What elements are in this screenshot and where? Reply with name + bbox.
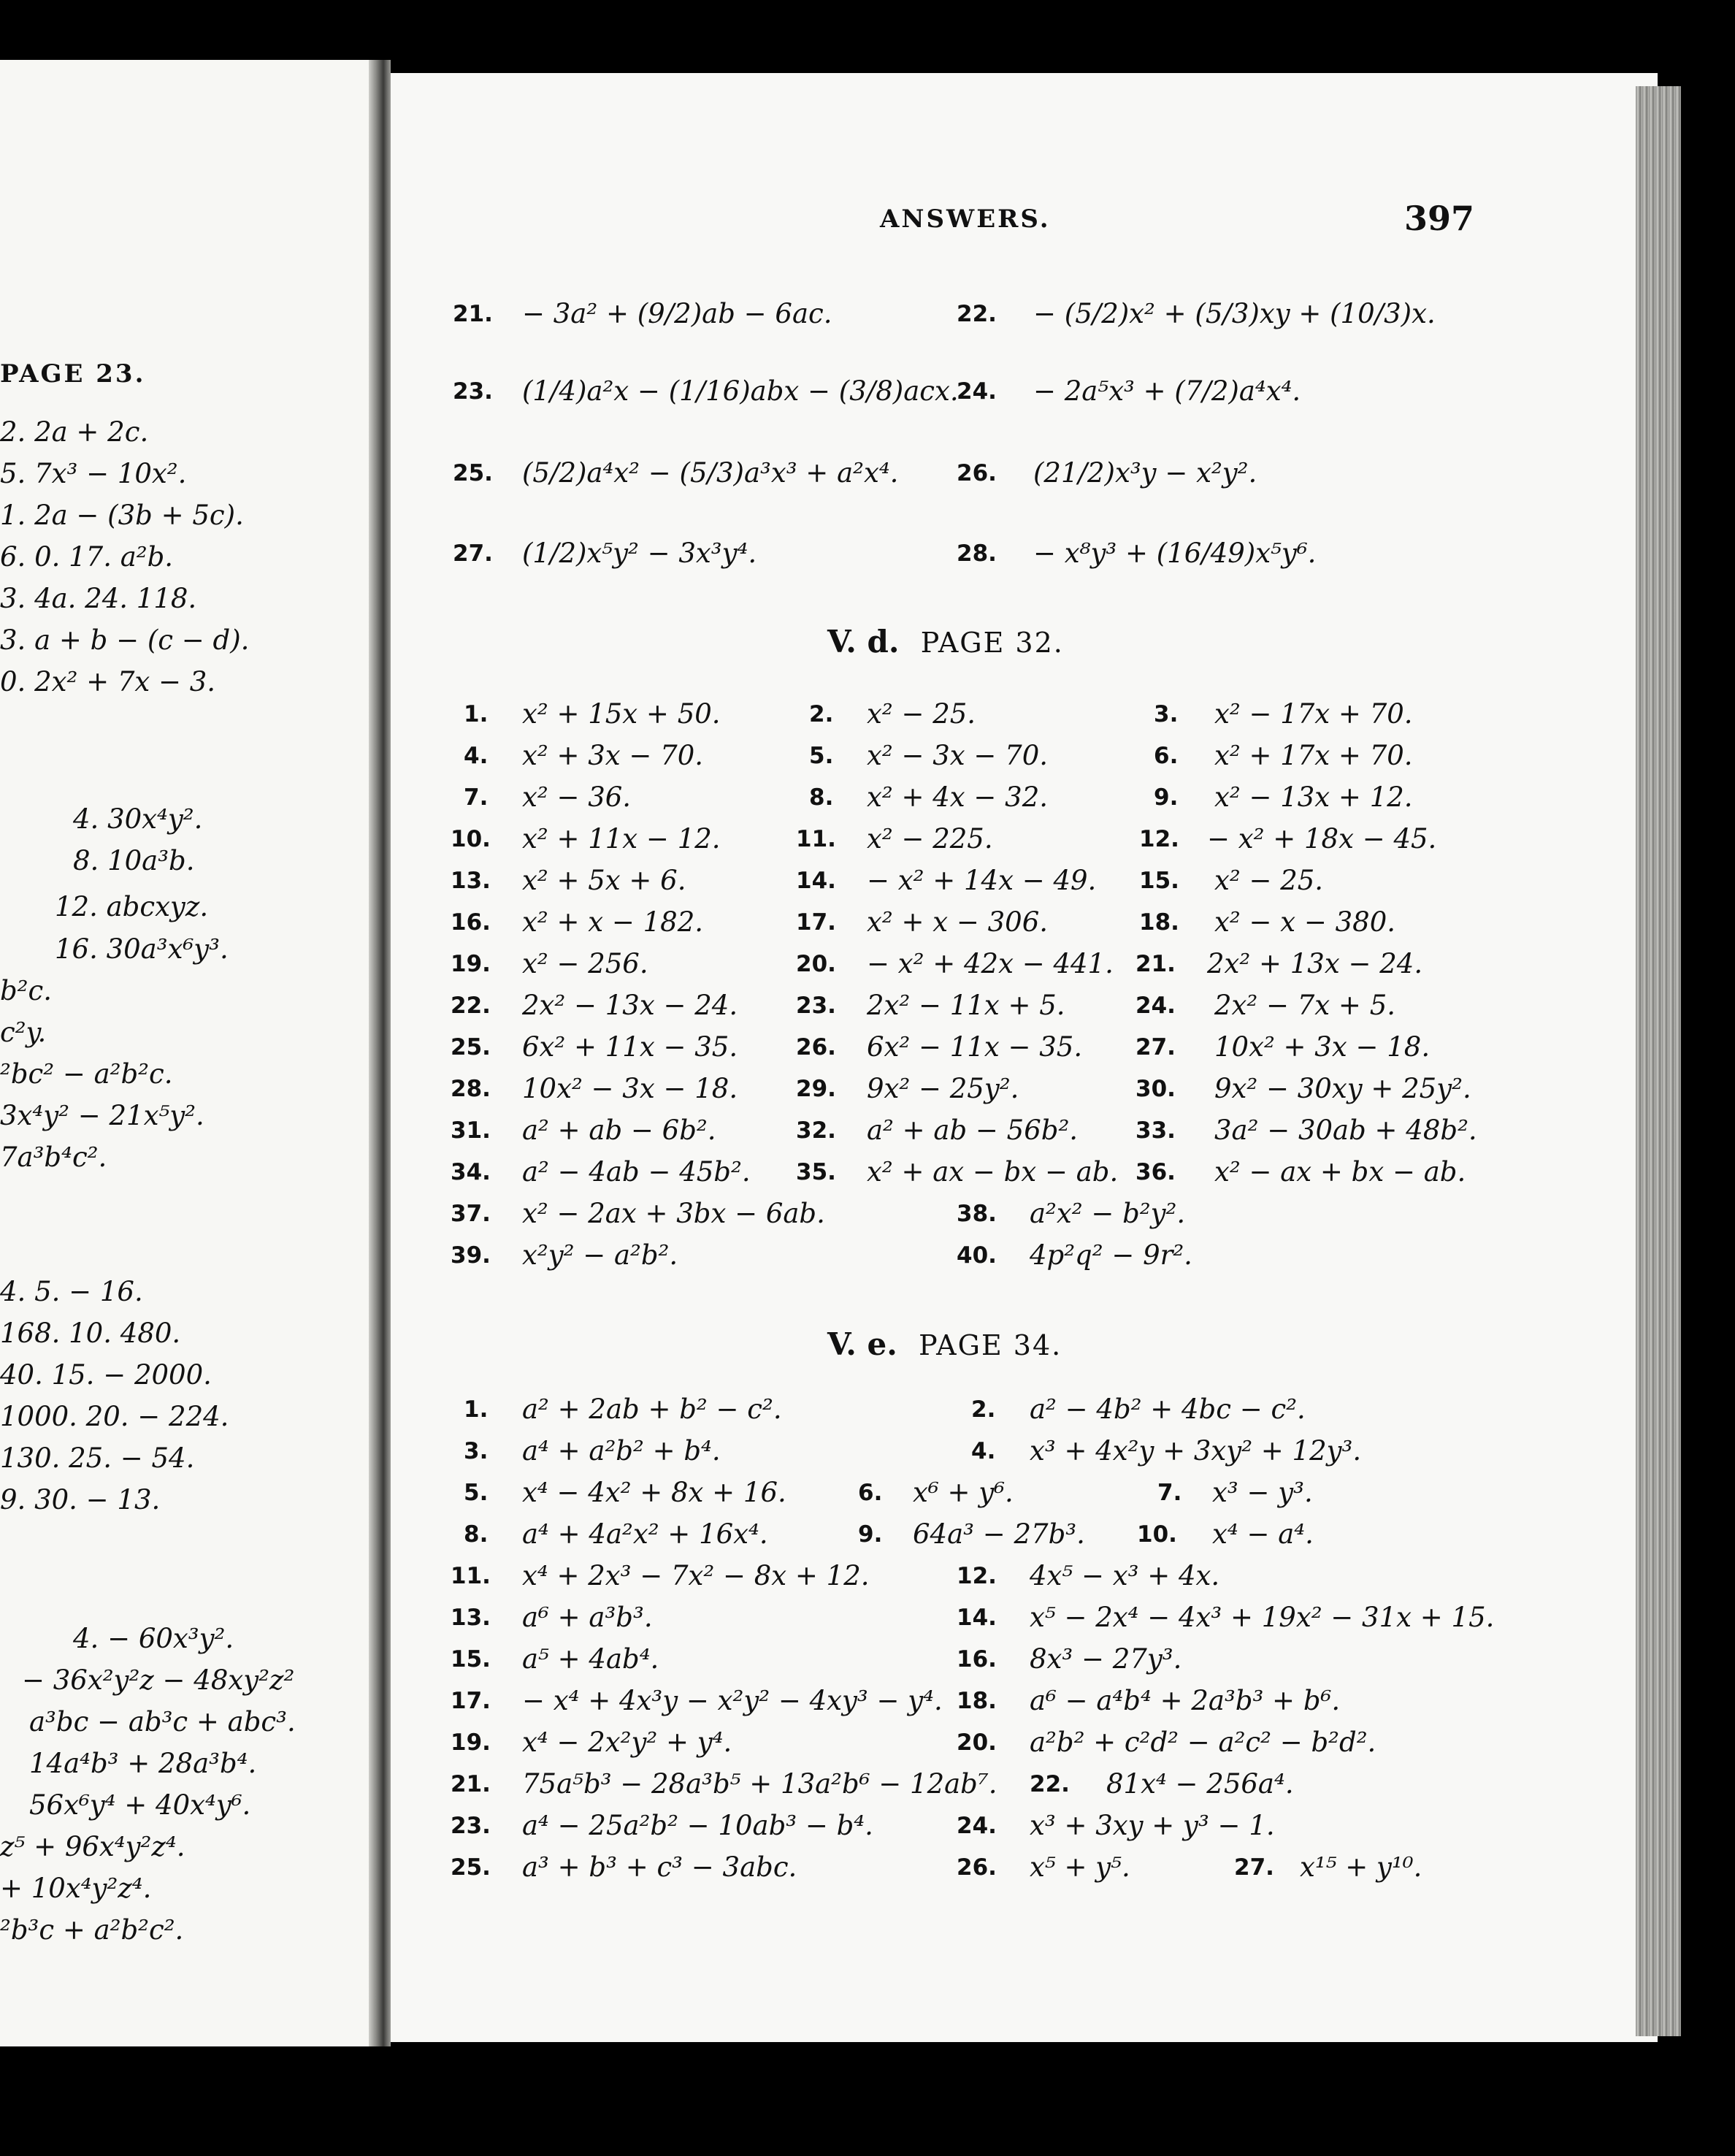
answer-number: 15.	[1139, 868, 1179, 894]
answer-expression: a⁶ − a⁴b⁴ + 2a³b³ + b⁶.	[1030, 1685, 1341, 1716]
answer-number: 14.	[957, 1605, 997, 1631]
answer-number: 16.	[957, 1646, 997, 1673]
answer-expression: 6x² − 11x − 35.	[867, 1031, 1083, 1063]
answer-number: 5.	[809, 743, 834, 769]
answer-expression: x² − 13x + 12.	[1214, 781, 1413, 813]
answer-number: 27.	[453, 540, 493, 567]
answer-expression: 3a² − 30ab + 48b².	[1214, 1115, 1477, 1146]
section-heading-vd	[827, 624, 1064, 660]
answer-number: 21.	[453, 301, 493, 327]
answer-number: 26.	[796, 1034, 836, 1060]
answer-expression: a² − 4b² + 4bc − c².	[1030, 1394, 1306, 1425]
left-answer: 3x⁴y² − 21x⁵y².	[0, 1100, 204, 1131]
answer-number: 12.	[1139, 826, 1179, 852]
answer-expression: a⁴ + 4a²x² + 16x⁴.	[522, 1518, 768, 1550]
answer-number: 20.	[957, 1729, 997, 1756]
answer-expression: x⁵ − 2x⁴ − 4x³ + 19x² − 31x + 15.	[1030, 1602, 1495, 1633]
answer-expression: x² − 3x − 70.	[867, 740, 1048, 771]
answer-number: 20.	[796, 951, 836, 977]
answer-expression: x² + 5x + 6.	[522, 865, 686, 896]
answer-expression: 4p²q² − 9r².	[1030, 1239, 1192, 1271]
answer-expression: x² − x − 380.	[1214, 906, 1395, 938]
answer-expression: x³ + 3xy + y³ − 1.	[1030, 1810, 1275, 1841]
answer-number: 7.	[1157, 1480, 1182, 1506]
answer-expression: x² − 2ax + 3bx − 6ab.	[522, 1198, 825, 1229]
answer-number: 27.	[1135, 1034, 1176, 1060]
answer-number: 10.	[1137, 1521, 1177, 1548]
left-answer: ²bc² − a²b²c.	[0, 1058, 173, 1090]
answer-expression: x² + x − 306.	[867, 906, 1048, 938]
left-answer: ²b³c + a²b²c².	[0, 1914, 184, 1946]
answer-expression: − x⁸y³ + (16/49)x⁵y⁶.	[1033, 538, 1317, 569]
answer-expression: − x⁴ + 4x³y − x²y² − 4xy³ − y⁴.	[522, 1685, 943, 1716]
answer-expression: x² + 11x − 12.	[522, 823, 721, 855]
answer-expression: x² − 36.	[522, 781, 632, 813]
left-answer: 14a⁴b³ + 28a³b⁴.	[29, 1748, 257, 1779]
answer-number: 39.	[451, 1242, 491, 1269]
section-label: V. e.	[827, 1326, 897, 1362]
answer-number: 27.	[1234, 1854, 1274, 1881]
answer-expression: a² + 2ab + b² − c².	[522, 1394, 782, 1425]
answer-expression: 2x² − 11x + 5.	[867, 990, 1065, 1021]
answer-expression: x⁴ − 2x²y² + y⁴.	[522, 1727, 732, 1758]
answer-expression: a⁵ + 4ab⁴.	[522, 1643, 659, 1675]
answer-number: 34.	[451, 1159, 491, 1185]
answer-expression: x⁴ − 4x² + 8x + 16.	[522, 1477, 786, 1508]
answer-expression: x² + x − 182.	[522, 906, 703, 938]
answer-expression: − (5/2)x² + (5/3)xy + (10/3)x.	[1033, 298, 1436, 329]
answer-number: 17.	[796, 909, 836, 936]
answer-number: 19.	[451, 951, 491, 977]
answer-number: 23.	[796, 993, 836, 1019]
left-page-title: PAGE 23.	[0, 359, 146, 389]
answer-number: 12.	[957, 1563, 997, 1589]
answer-expression: x² − 25.	[1214, 865, 1324, 896]
answer-number: 11.	[796, 826, 836, 852]
answer-number: 11.	[451, 1563, 491, 1589]
answer-expression: 64a³ − 27b³.	[913, 1518, 1085, 1550]
answer-expression: 6x² + 11x − 35.	[522, 1031, 738, 1063]
answer-number: 9.	[1154, 784, 1179, 811]
answer-expression: 81x⁴ − 256a⁴.	[1106, 1768, 1294, 1800]
answer-expression: x² − 256.	[522, 948, 648, 979]
left-answer: + 10x⁴y²z⁴.	[0, 1873, 152, 1904]
answer-expression: 9x² − 25y².	[867, 1073, 1019, 1104]
page-number: 397	[1404, 199, 1475, 238]
answer-number: 18.	[957, 1688, 997, 1714]
answer-expression: − x² + 42x − 441.	[867, 948, 1114, 979]
answer-expression: x³ − y³.	[1212, 1477, 1313, 1508]
answer-expression: a²x² − b²y².	[1030, 1198, 1186, 1229]
answer-number: 21.	[451, 1771, 491, 1797]
answer-number: 19.	[451, 1729, 491, 1756]
answer-expression: x² − ax + bx − ab.	[1214, 1156, 1466, 1188]
answer-expression: x² + 17x + 70.	[1214, 740, 1413, 771]
left-answer: 4. 30x⁴y².	[73, 803, 203, 835]
answer-expression: a² − 4ab − 45b².	[522, 1156, 751, 1188]
answer-expression: 8x³ − 27y³.	[1030, 1643, 1182, 1675]
left-answer: 3. a + b − (c − d).	[0, 624, 250, 656]
answer-expression: x⁶ + y⁶.	[913, 1477, 1014, 1508]
answer-number: 8.	[464, 1521, 489, 1548]
answer-expression: x² + 15x + 50.	[522, 698, 721, 730]
answer-number: 8.	[809, 784, 834, 811]
answer-number: 6.	[1154, 743, 1179, 769]
answer-expression: a² + ab − 56b².	[867, 1115, 1079, 1146]
left-answer: 8. 10a³b.	[73, 845, 195, 876]
answer-number: 13.	[451, 1605, 491, 1631]
answer-number: 29.	[796, 1076, 836, 1102]
left-answer: − 36x²y²z − 48xy²z²	[22, 1664, 295, 1696]
answer-number: 35.	[796, 1159, 836, 1185]
answer-expression: 10x² + 3x − 18.	[1214, 1031, 1430, 1063]
answer-expression: x⁵ + y⁵.	[1030, 1851, 1130, 1883]
answer-number: 31.	[451, 1117, 491, 1144]
left-answer: 1000. 20. − 224.	[0, 1401, 229, 1432]
answer-number: 7.	[464, 784, 489, 811]
answer-expression: (1/4)a²x − (1/16)abx − (3/8)acx.	[522, 375, 959, 407]
left-answer: 56x⁶y⁴ + 40x⁴y⁶.	[29, 1789, 251, 1821]
answer-number: 26.	[957, 460, 997, 486]
right-page	[391, 73, 1658, 2042]
answer-number: 15.	[451, 1646, 491, 1673]
answer-expression: 75a⁵b³ − 28a³b⁵ + 13a²b⁶ − 12ab⁷.	[522, 1768, 997, 1800]
section-label: V. d.	[827, 624, 900, 660]
answer-number: 24.	[957, 378, 997, 405]
left-answer: 9. 30. − 13.	[0, 1484, 161, 1515]
answer-number: 25.	[451, 1034, 491, 1060]
answer-expression: a³ + b³ + c³ − 3abc.	[522, 1851, 797, 1883]
answer-expression: x⁴ + 2x³ − 7x² − 8x + 12.	[522, 1560, 870, 1591]
answer-number: 17.	[451, 1688, 491, 1714]
left-answer: 3. 4a. 24. 118.	[0, 583, 197, 614]
answer-number: 21.	[1135, 951, 1176, 977]
answer-number: 33.	[1135, 1117, 1176, 1144]
answer-number: 23.	[453, 378, 493, 405]
answer-expression: − 2a⁵x³ + (7/2)a⁴x⁴.	[1033, 375, 1301, 407]
answer-number: 4.	[971, 1438, 996, 1464]
section-heading-ve	[827, 1326, 1062, 1362]
answer-number: 6.	[858, 1480, 883, 1506]
answer-number: 37.	[451, 1201, 491, 1227]
left-answer: b²c.	[0, 975, 53, 1006]
answer-expression: − x² + 18x − 45.	[1207, 823, 1437, 855]
answer-number: 4.	[464, 743, 489, 769]
answer-expression: x²y² − a²b².	[522, 1239, 678, 1271]
answer-expression: (1/2)x⁵y² − 3x³y⁴.	[522, 538, 757, 569]
answer-number: 5.	[464, 1480, 489, 1506]
answer-number: 38.	[957, 1201, 997, 1227]
answer-expression: x² + 4x − 32.	[867, 781, 1048, 813]
answer-number: 2.	[971, 1396, 996, 1423]
answer-number: 9.	[858, 1521, 883, 1548]
answer-expression: (21/2)x³y − x²y².	[1033, 457, 1257, 489]
answer-expression: x² − 17x + 70.	[1214, 698, 1413, 730]
answer-expression: a⁴ − 25a²b² − 10ab³ − b⁴.	[522, 1810, 873, 1841]
answer-expression: 9x² − 30xy + 25y².	[1214, 1073, 1471, 1104]
answer-expression: x² − 225.	[867, 823, 993, 855]
answer-expression: 2x² + 13x − 24.	[1207, 948, 1423, 979]
left-answer: 168. 10. 480.	[0, 1318, 181, 1349]
left-answer: 4. − 60x³y².	[73, 1623, 234, 1654]
answer-expression: x⁴ − a⁴.	[1212, 1518, 1314, 1550]
left-answer: c²y.	[0, 1017, 47, 1048]
answer-expression: a⁶ + a³b³.	[522, 1602, 653, 1633]
answer-expression: x³ + 4x²y + 3xy² + 12y³.	[1030, 1435, 1362, 1467]
answer-expression: a⁴ + a²b² + b⁴.	[522, 1435, 721, 1467]
left-answer: 0. 2x² + 7x − 3.	[0, 666, 216, 697]
answer-number: 24.	[1135, 993, 1176, 1019]
answer-expression: (5/2)a⁴x² − (5/3)a³x³ + a²x⁴.	[522, 457, 899, 489]
answer-number: 26.	[957, 1854, 997, 1881]
left-answer: 5. 7x³ − 10x².	[0, 458, 187, 489]
answer-number: 40.	[957, 1242, 997, 1269]
answer-number: 22.	[957, 301, 997, 327]
answer-number: 23.	[451, 1813, 491, 1839]
answer-number: 13.	[451, 868, 491, 894]
answer-number: 24.	[957, 1813, 997, 1839]
answer-number: 25.	[453, 460, 493, 486]
answer-expression: x² + 3x − 70.	[522, 740, 703, 771]
left-answer: a³bc − ab³c + abc³.	[29, 1706, 296, 1738]
answer-expression: 2x² − 7x + 5.	[1214, 990, 1395, 1021]
left-answer: 130. 25. − 54.	[0, 1442, 195, 1474]
left-answer: z⁵ + 96x⁴y²z⁴.	[0, 1831, 185, 1862]
answer-expression: x² − 25.	[867, 698, 976, 730]
answer-number: 1.	[464, 1396, 489, 1423]
answer-expression: x² + ax − bx − ab.	[867, 1156, 1119, 1188]
answer-number: 16.	[451, 909, 491, 936]
left-answer: 40. 15. − 2000.	[0, 1359, 212, 1391]
left-answer: 12. abcxyz.	[55, 891, 209, 922]
answer-number: 18.	[1139, 909, 1179, 936]
left-answer: 6. 0. 17. a²b.	[0, 541, 174, 573]
left-answer: 16. 30a³x⁶y³.	[55, 933, 229, 965]
page-edges	[1636, 86, 1681, 2036]
answer-number: 1.	[464, 701, 489, 727]
answer-number: 10.	[451, 826, 491, 852]
answer-number: 32.	[796, 1117, 836, 1144]
left-answer: 2. 2a + 2c.	[0, 416, 149, 448]
running-header: ANSWERS.	[880, 204, 1051, 234]
answer-number: 36.	[1135, 1159, 1176, 1185]
answer-expression: 4x⁵ − x³ + 4x.	[1030, 1560, 1220, 1591]
answer-number: 30.	[1135, 1076, 1176, 1102]
answer-number: 3.	[1154, 701, 1179, 727]
section-page: PAGE 32.	[920, 627, 1064, 659]
answer-expression: 2x² − 13x − 24.	[522, 990, 738, 1021]
book-spine	[369, 60, 391, 2046]
answer-number: 28.	[957, 540, 997, 567]
answer-number: 14.	[796, 868, 836, 894]
answer-number: 22.	[451, 993, 491, 1019]
answer-expression: a²b² + c²d² − a²c² − b²d².	[1030, 1727, 1376, 1758]
answer-number: 28.	[451, 1076, 491, 1102]
answer-number: 25.	[451, 1854, 491, 1881]
left-answer: 4. 5. − 16.	[0, 1276, 143, 1307]
left-answer: 7a³b⁴c².	[0, 1142, 107, 1173]
answer-expression: 10x² − 3x − 18.	[522, 1073, 738, 1104]
answer-number: 3.	[464, 1438, 489, 1464]
answer-expression: x¹⁵ + y¹⁰.	[1300, 1851, 1422, 1883]
answer-number: 2.	[809, 701, 834, 727]
left-answer: 1. 2a − (3b + 5c).	[0, 500, 244, 531]
section-page: PAGE 34.	[919, 1329, 1062, 1361]
answer-expression: − x² + 14x − 49.	[867, 865, 1097, 896]
answer-expression: a² + ab − 6b².	[522, 1115, 716, 1146]
left-page	[0, 60, 369, 2046]
answer-number: 22.	[1030, 1771, 1070, 1797]
answer-expression: − 3a² + (9/2)ab − 6ac.	[522, 298, 832, 329]
